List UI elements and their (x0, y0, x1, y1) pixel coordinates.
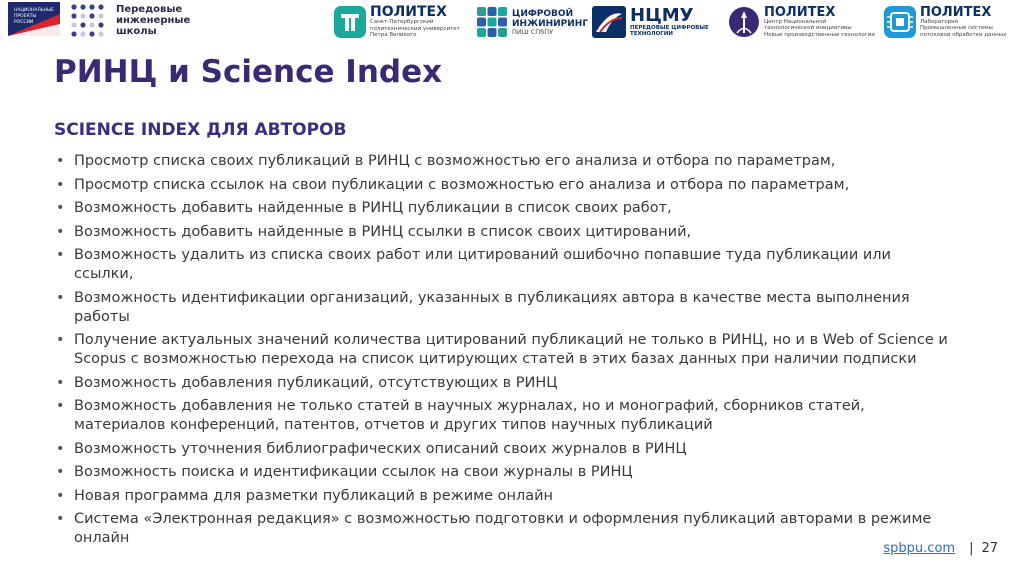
list-item-text: Возможность поиска и идентификации ссылок на свои журналы в РИНЦ (74, 464, 633, 480)
bullet: • (56, 464, 65, 480)
np-flag-line-3: РОССИИ (14, 20, 34, 25)
bullet: • (56, 440, 65, 457)
logo-nti-line-3: Новые производственные технологии (764, 31, 875, 38)
bullet: • (56, 374, 65, 391)
list-item-text: Просмотр списка своих публикаций в РИНЦ с возможностью его анализа и отбора по параметрам, (74, 153, 836, 169)
logo-ncmu-line-1: ПЕРЕДОВЫЕ ЦИФРОВЫЕ (630, 24, 709, 31)
list-item (54, 176, 954, 195)
list-item (54, 397, 954, 435)
list-item-text: Возможность добавить найденные в РИНЦ ссылки в список своих цитирований, (74, 223, 692, 240)
list-item (54, 374, 954, 393)
logo-digital-engineering (476, 4, 589, 40)
np-text-line-1: Передовые (116, 4, 183, 15)
page-title: РИНЦ и Science Index (54, 54, 443, 90)
bullet: • (56, 247, 65, 263)
header (0, 0, 1024, 44)
logo-polytech-line-1: Санкт-Петербургский (370, 19, 434, 26)
footer-separator: | (969, 541, 974, 556)
bullet: • (56, 200, 65, 216)
logo-nti-line-2: технологической инициативы (764, 25, 852, 32)
list-item-text: Возможность добавить найденные в РИНЦ публикации в список своих работ, (74, 200, 672, 216)
section-heading: SCIENCE INDEX ДЛЯ АВТОРОВ (54, 120, 347, 140)
logo-lab-title: ПОЛИТЕХ (920, 4, 992, 20)
digital-engineering-icon (476, 6, 508, 38)
nti-center-icon (728, 6, 760, 38)
logo-polytech (334, 4, 464, 40)
list-item-text: Система «Электронная редакция» с возможностью подготовки и оформления публикаций авторами в режиме онлайн (74, 511, 932, 546)
bullet: • (56, 332, 65, 348)
bullet: • (56, 289, 65, 306)
np-flag-line-1: НАЦИОНАЛЬНЫЕ (14, 8, 54, 13)
logo-polytech-title: ПОЛИТЕХ (370, 4, 447, 21)
list-item-text: Возможность идентификации организаций, указанных в публикациях автора в качестве места выполнения работы (74, 289, 910, 325)
logo-nti-center (728, 4, 876, 40)
bullet: • (56, 223, 65, 240)
lab-icon (884, 6, 916, 38)
logo-ncmu (592, 4, 718, 40)
list-item (54, 289, 954, 327)
np-text-line-2: инженерные (116, 15, 191, 26)
list-item-text: Возможность уточнения библиографических описаний своих журналов в РИНЦ (74, 440, 687, 457)
bullet: • (56, 511, 65, 527)
logo-nti-title: ПОЛИТЕХ (764, 4, 836, 20)
logo-digital-line-2: ИНЖИНИРИНГ (512, 18, 589, 29)
logo-nti-line-1: Центр Национальной (764, 18, 827, 25)
logo-lab-line-3: потоковой обработки данных (920, 31, 1007, 38)
logo-lab-line-1: Лаборатория (920, 18, 959, 25)
bullet: • (56, 398, 65, 414)
list-item (54, 463, 954, 482)
list-item (54, 331, 954, 369)
list-item (54, 199, 954, 218)
site-link[interactable]: spbpu.com (883, 541, 956, 556)
logo-digital-line-1: ЦИФРОВОЙ (512, 8, 574, 19)
list-item-text: Просмотр списка ссылок на свои публикации с возможностью его анализа и отбора по параметрам, (74, 176, 850, 193)
list-item (54, 152, 954, 171)
list-item (54, 246, 954, 284)
list-item-text: Возможность добавления публикаций, отсутствующих в РИНЦ (74, 374, 558, 391)
feature-list (54, 152, 954, 553)
np-flag-line-2: ПРОЕКТЫ (14, 14, 37, 19)
logo-ncmu-line-2: ТЕХНОЛОГИИ (630, 31, 673, 37)
logo-polytech-line-2: политехнический университет (370, 25, 460, 32)
list-item (54, 487, 954, 506)
logo-lab-line-2: Промышленные системы (920, 25, 993, 32)
list-item-text: Возможность добавления не только статей в научных журналах, но и монографий, сборников статей, материалов конференций, патентов, отчетов и других типов научных публикаций (74, 398, 865, 433)
bullet: • (56, 153, 65, 169)
logo-digital-line-3: ПИШ СПбПУ (512, 27, 554, 36)
ncmu-icon (592, 6, 626, 38)
list-item (54, 223, 954, 242)
list-item-text: Новая программа для разметки публикаций в режиме онлайн (74, 487, 554, 504)
list-item-text: Получение актуальных значений количества цитирований публикаций не только в РИНЦ, но и в Web of Science и Scopus с возможностью перехода на список цитирующих статей в этих базах данных при наличии подписки (74, 332, 948, 367)
national-projects-logo (8, 2, 60, 36)
np-text-line-3: школы (116, 26, 157, 37)
logo-lab (884, 4, 1018, 40)
list-item (54, 510, 954, 548)
logo-polytech-line-3: Петра Великого (370, 32, 417, 39)
advanced-engineering-schools-label (116, 4, 190, 37)
page-number: 27 (981, 541, 998, 556)
logo-ncmu-title: НЦМУ (630, 4, 694, 26)
bullet: • (56, 176, 65, 193)
bullet: • (56, 487, 65, 504)
list-item-text: Возможность удалить из списка своих работ или цитирований ошибочно попавшие туда публикации или ссылки, (74, 247, 891, 282)
polytech-icon (334, 6, 366, 38)
footer (883, 541, 998, 556)
list-item (54, 440, 954, 459)
dots-grid-icon (70, 3, 104, 37)
